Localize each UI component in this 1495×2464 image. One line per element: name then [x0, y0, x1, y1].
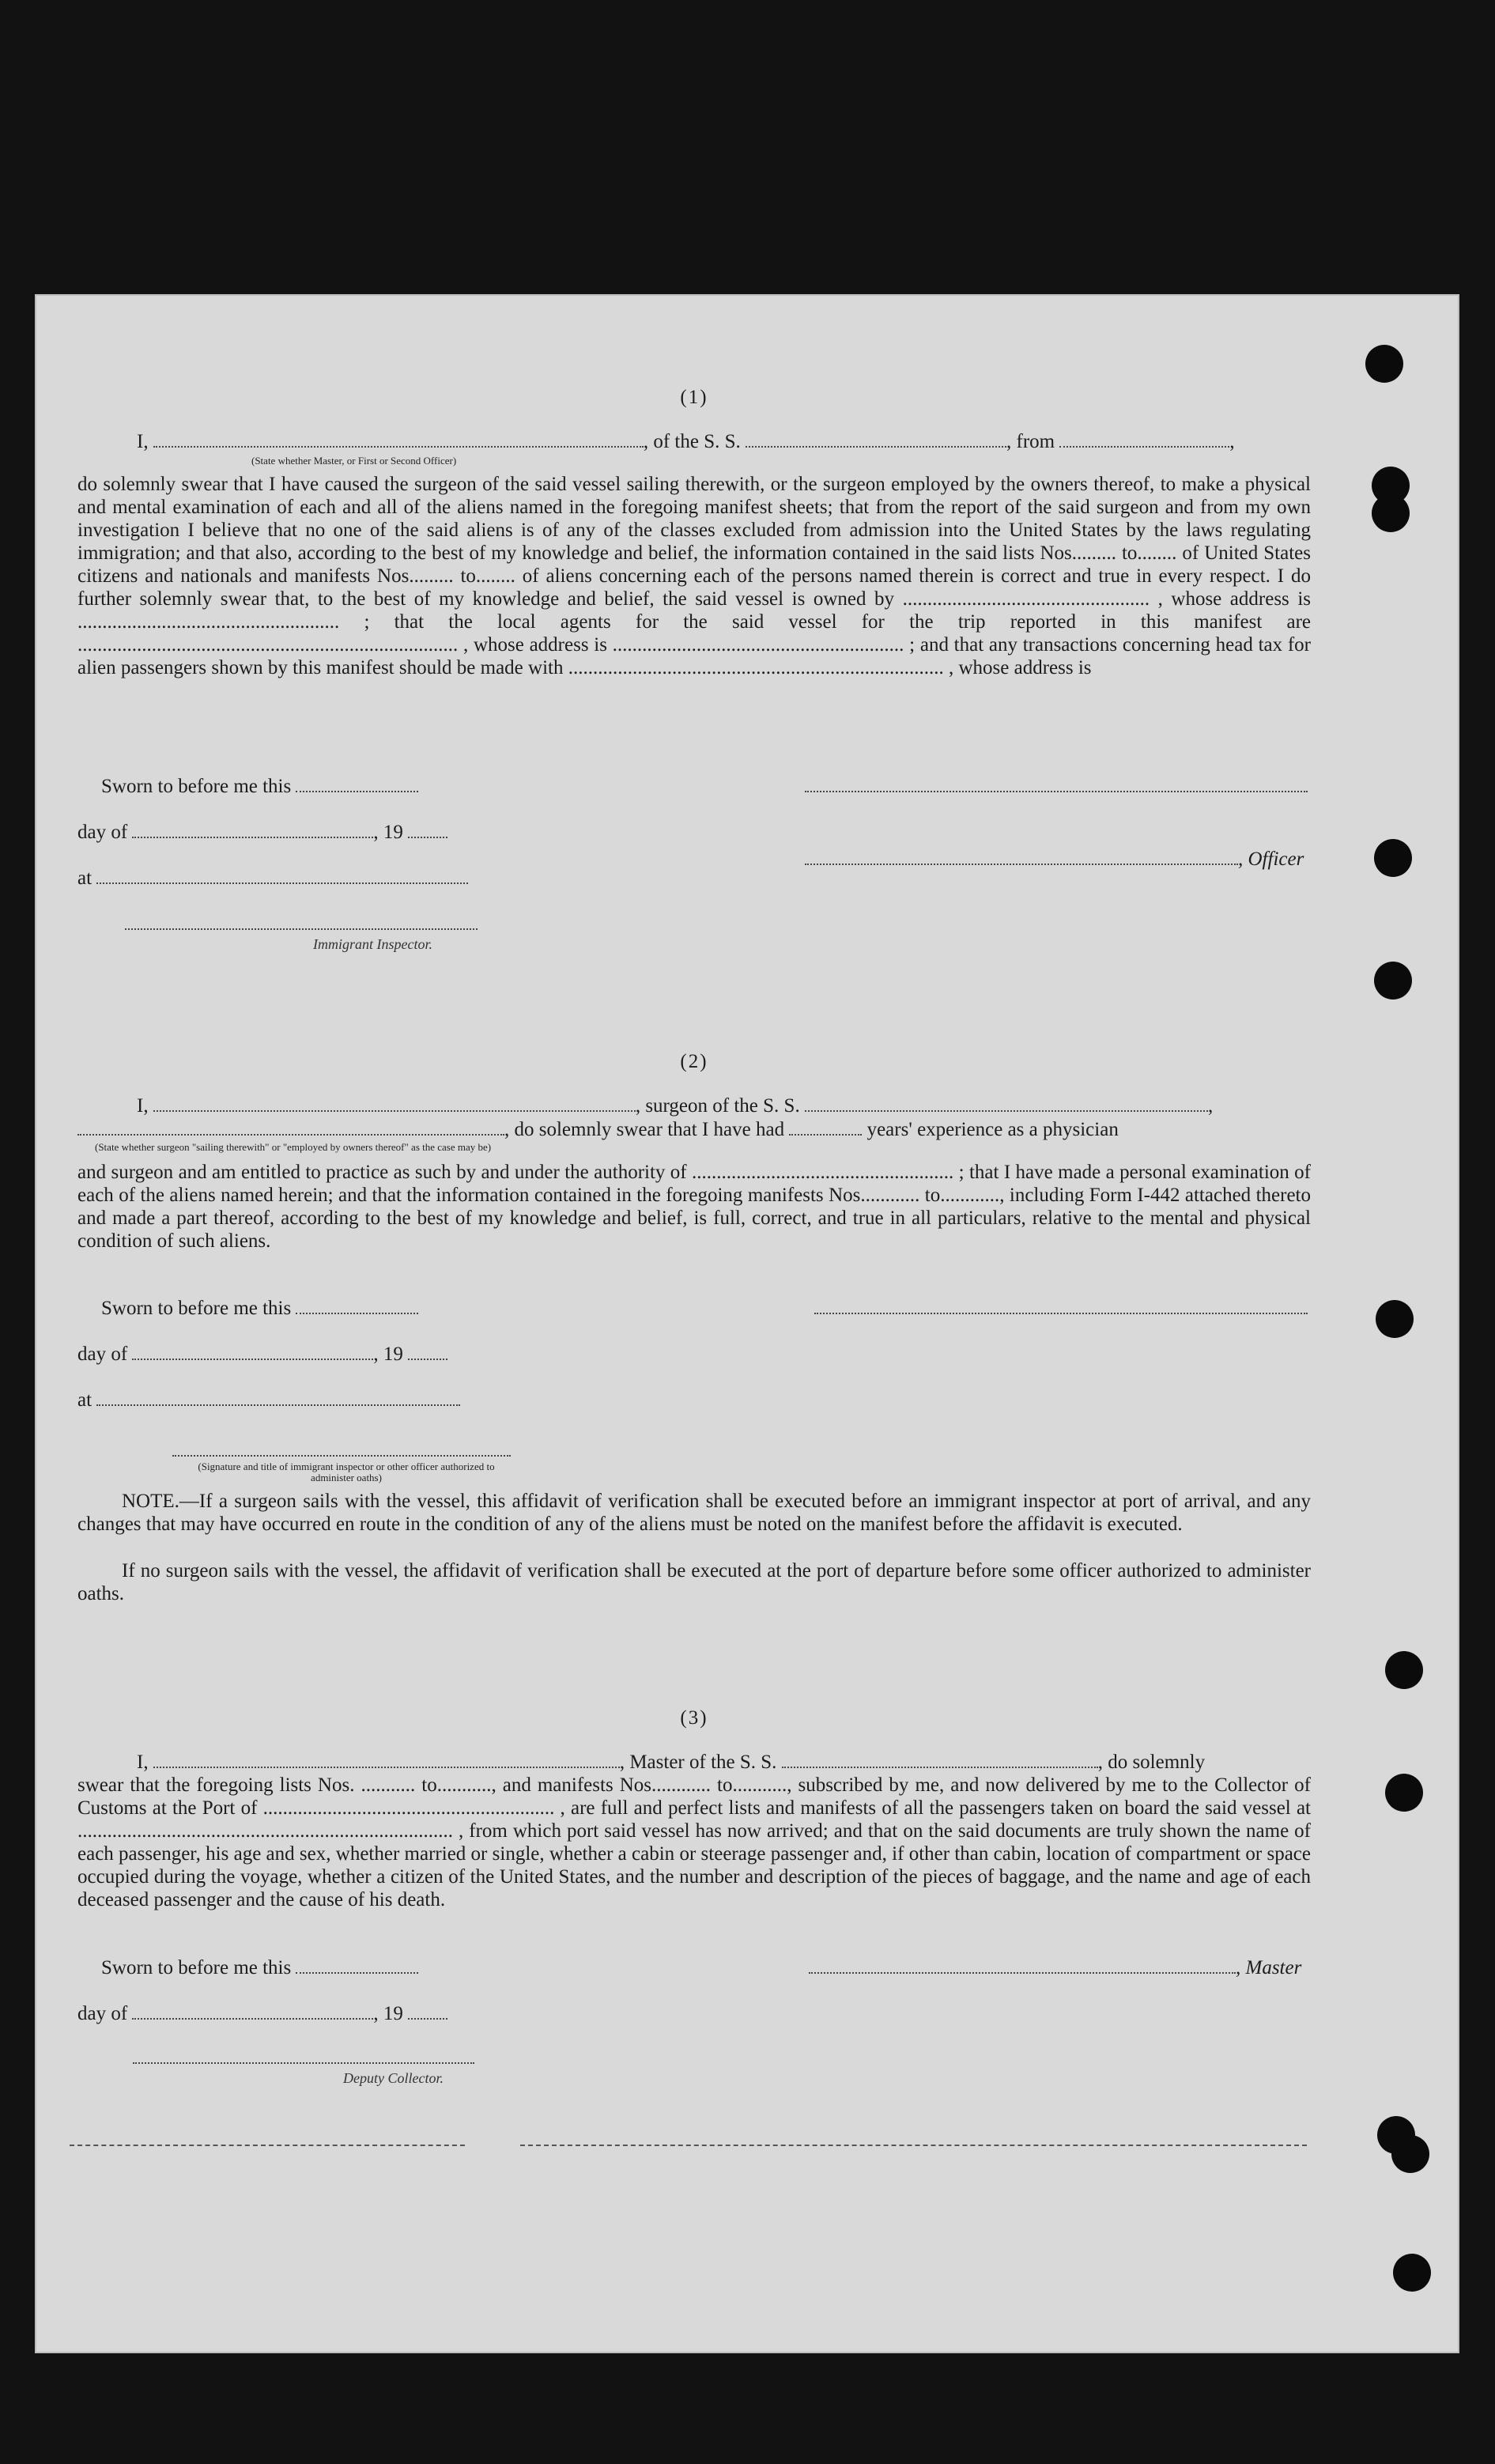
punch-hole-7	[1385, 1651, 1423, 1689]
sworn-line-1	[77, 775, 418, 798]
at-line-2	[77, 1389, 460, 1412]
punch-hole-5	[1374, 962, 1412, 1000]
sworn-line-2	[77, 1297, 418, 1320]
officer-signature-line-top[interactable]	[805, 789, 1308, 792]
at-place-field-1[interactable]	[96, 867, 468, 884]
punch-hole-1	[1365, 345, 1403, 383]
punch-hole-6	[1376, 1300, 1414, 1338]
text-sworn: Sworn to before me this	[101, 1957, 292, 1978]
section-3-number: (3)	[680, 1707, 708, 1729]
master-name-field[interactable]	[153, 430, 644, 448]
master-signature-field[interactable]	[809, 1956, 1236, 1974]
sworn-day-field-3[interactable]	[296, 1956, 418, 1974]
year-field-2[interactable]	[408, 1343, 447, 1360]
inspector-signature-line[interactable]	[125, 927, 478, 930]
year-field-3[interactable]	[408, 2002, 447, 2020]
punch-hole-11	[1393, 2254, 1431, 2292]
note-paragraph-2: If no surgeon sails with the vessel, the affidavit of verification shall be executed at the port of departure before some officer authorized to administer oaths.	[77, 1560, 1311, 1604]
from-port-field[interactable]	[1059, 430, 1229, 448]
surgeon-signature-line[interactable]	[814, 1311, 1308, 1314]
section-2-paragraph: and surgeon and am entitled to practice as such by and under the authority of ..................................................... ; that I have made a personal examination of each of the aliens named herein; and that the information contained in the foregoing manifests Nos............ to............, including Form I-442 attached thereto and made a part thereof, according to the best of my knowledge and belief, is full, correct, and true in all particulars, relative to the mental and physical condition of such aliens.	[77, 1162, 1311, 1252]
bottom-rule-left	[70, 2145, 465, 2146]
day-of-line-1	[77, 821, 447, 844]
vessel-name-field[interactable]	[746, 430, 1006, 448]
years-field[interactable]	[789, 1118, 862, 1136]
text-at: at	[77, 1389, 92, 1411]
month-field-1[interactable]	[132, 821, 373, 838]
text-at: at	[77, 867, 92, 889]
text-i: I,	[137, 431, 149, 452]
at-line-1	[77, 867, 468, 890]
year-field-1[interactable]	[408, 821, 447, 838]
section-1-number: (1)	[680, 387, 708, 408]
punch-hole-3	[1372, 494, 1410, 532]
section-1-note: (State whether Master, or First or Second Officer)	[251, 455, 457, 467]
text-sworn: Sworn to before me this	[101, 776, 292, 797]
section-1-line-1: I, , of the S. S. , from ,	[137, 431, 1235, 452]
sworn-line-3	[77, 1956, 418, 1979]
punch-hole-8	[1385, 1774, 1423, 1812]
inspector-caption: Immigrant Inspector.	[313, 936, 432, 952]
punch-hole-10	[1391, 2135, 1429, 2173]
officer-label: , Officer	[1238, 848, 1304, 870]
text-i: I,	[137, 1095, 149, 1117]
master-line	[809, 1956, 1301, 1979]
section-2	[77, 1050, 1311, 1619]
sworn-day-field-2[interactable]	[296, 1297, 418, 1314]
text-do-solemnly: , do solemnly	[1097, 1752, 1206, 1773]
text-of-ss: , of the S. S.	[643, 431, 741, 452]
master-label: , Master	[1236, 1957, 1302, 1978]
text-surgeon-of: , surgeon of the S. S.	[635, 1095, 800, 1117]
section-2-note: (State whether surgeon "sailing therewith" or "employed by owners thereof" as the case may be)	[95, 1141, 492, 1153]
day-of-line-2	[77, 1343, 447, 1366]
sworn-day-field-1[interactable]	[296, 775, 418, 792]
text-day-of: day of	[77, 1343, 128, 1365]
officer-signature-field[interactable]	[805, 848, 1238, 865]
signature-note: (Signature and title of immigrant inspector or other officer authorized to administer oaths)	[198, 1461, 495, 1483]
vessel-name-field-3[interactable]	[782, 1751, 1098, 1768]
text-year: , 19	[373, 822, 403, 843]
section-1	[77, 386, 1311, 971]
text-year: , 19	[373, 1343, 403, 1365]
text-swear: , do solemnly swear that I have had	[504, 1119, 785, 1140]
month-field-3[interactable]	[132, 2002, 373, 2020]
section-2-line-2	[77, 1118, 1119, 1141]
text-sworn: Sworn to before me this	[101, 1298, 292, 1319]
section-3	[77, 1706, 1311, 2260]
surgeon-status-field[interactable]	[77, 1118, 504, 1136]
text-from: , from	[1006, 431, 1055, 452]
day-of-line-3	[77, 2002, 447, 2025]
bottom-rule-right	[520, 2145, 1307, 2146]
note-paragraph-1: NOTE.—If a surgeon sails with the vessel, this affidavit of verification shall be executed before an immigrant inspector at port of arrival, and any changes that may have occurred en route in the condition of any of the aliens must be noted on the manifest before the affidavit is executed.	[77, 1491, 1311, 1535]
section-2-line-1: I, , surgeon of the S. S. ,	[137, 1095, 1214, 1117]
at-place-field-2[interactable]	[96, 1389, 460, 1406]
text-day-of: day of	[77, 2003, 128, 2024]
month-field-2[interactable]	[132, 1343, 373, 1360]
collector-signature-line[interactable]	[133, 2061, 474, 2064]
section-2-number: (2)	[680, 1051, 708, 1072]
punch-hole-4	[1374, 839, 1412, 877]
officer-line	[805, 848, 1304, 871]
section-3-paragraph: swear that the foregoing lists Nos. ........... to..........., and manifests Nos............ to..........., subscribed by me, and now delivered by me to the Collector of Customs at the Port of ........................................................... , are full and perfect lists and manifests of all the passengers taken on board the said vessel at ............................................................................ , from which port said vessel has now arrived; and that on the said documents are truly shown the name of each passenger, his age and sex, whether married or single, whether a cabin or steerage passenger and, if other than cabin, location of compartment or space occupied during the voyage, whether a citizen of the United States, and the number and description of the pieces of baggage, and the name and age of each deceased passenger and the cause of his death.	[77, 1774, 1311, 1910]
surgeon-name-field[interactable]	[153, 1094, 636, 1112]
text-master-of: , Master of the S. S.	[619, 1752, 777, 1773]
vessel-name-field-2[interactable]	[805, 1094, 1208, 1112]
officer-oath-signature-line[interactable]	[172, 1453, 511, 1457]
master-name-field-3[interactable]	[153, 1751, 620, 1768]
section-3-line-1	[77, 1751, 1205, 1774]
text-day-of: day of	[77, 822, 128, 843]
collector-caption: Deputy Collector.	[343, 2070, 444, 2086]
text-i: I,	[137, 1752, 149, 1773]
text-years: years' experience as a physician	[866, 1119, 1119, 1140]
section-1-paragraph: do solemnly swear that I have caused the surgeon of the said vessel sailing therewith, or the surgeon employed by the owners thereof, to make a physical and mental examination of each and all of the aliens named in the foregoing manifest sheets; that from the report of the said surgeon and from my own investigation I believe that no one of the said aliens is of any of the classes excluded from admission into the United States by the laws regulating immigration; and that also, according to the best of my knowledge and belief, the information contained in the said lists Nos......... to........ of United States citizens and nationals and manifests Nos......... to........ of aliens concerning each of the persons named therein is correct and true in every respect. I do further solemnly swear that, to the best of my knowledge and belief, the said vessel is owned by .................................................. , whose address is ..................................................... ; that the local agents for the said vessel for the trip reported in this manifest are ............................................................................. , whose address is ........................................................... ; and that any transactions concerning head tax for alien passengers shown by this manifest should be made with ............................................................................ , whose address is	[77, 474, 1311, 678]
text-year: , 19	[373, 2003, 403, 2024]
